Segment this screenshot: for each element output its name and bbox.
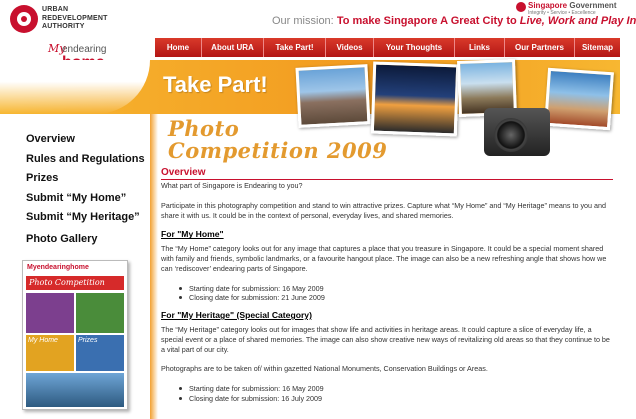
- sidebar-menu: [26, 130, 145, 249]
- gov-tagline: Integrity • Service • Excellence: [528, 10, 596, 16]
- competition-poster[interactable]: [22, 260, 128, 410]
- photo-dancers: [544, 68, 614, 130]
- photo-shophouses: [295, 64, 370, 128]
- nav-our-partners[interactable]: Our Partners: [505, 38, 575, 57]
- nav-sitemap[interactable]: Sitemap: [575, 38, 620, 57]
- competition-title-line2: Competition 2009: [168, 138, 388, 163]
- nav-about-ura[interactable]: About URA: [202, 38, 264, 57]
- heritage-note: Photographs are to be taken of/ within gazetted National Monuments, Conservation Buildings or Areas.: [161, 364, 488, 374]
- poster-tile: [76, 293, 124, 333]
- intro-text: Participate in this photography competition and stand to win attractive prizes. Capture what “My Home” and “My Heritage” means to you and share it with us. It could be in the context of personal, everyday lives, and shared memories.: [161, 200, 607, 220]
- heritage-heading: For "My Heritage" (Special Category): [161, 310, 312, 321]
- main-content: [161, 181, 613, 412]
- section-heading: Overview: [161, 167, 613, 180]
- competition-title-line1: Photo: [168, 116, 240, 141]
- camera-lens: [494, 118, 528, 152]
- sidebar-item-rules[interactable]: Rules and Regulations: [26, 152, 145, 165]
- ura-logo-icon[interactable]: [10, 5, 38, 33]
- gov-title: [528, 1, 616, 10]
- sidebar-item-overview[interactable]: Overview: [26, 133, 75, 145]
- home-heading: For "My Home": [161, 229, 224, 240]
- poster-title: Photo Competition: [26, 276, 124, 290]
- nav-links[interactable]: Links: [455, 38, 505, 57]
- heritage-close-date: Closing date for submission: 16 July 2009: [189, 394, 613, 404]
- sidebar-item-submit-home[interactable]: Submit “My Home”: [26, 191, 127, 204]
- poster-tile: [26, 293, 74, 333]
- mission-emphasis: Live, Work and Play In: [519, 15, 636, 27]
- home-dates: [189, 284, 613, 304]
- home-close-date: Closing date for submission: 21 June 2009: [189, 293, 613, 303]
- gov-title-a: Singapore: [528, 1, 568, 10]
- intro-question: What part of Singapore is Endearing to you?: [161, 181, 303, 190]
- sidebar-item-prizes[interactable]: Prizes: [26, 172, 59, 184]
- nav-take-part[interactable]: Take Part!: [264, 38, 326, 57]
- heritage-description: The “My Heritage” category looks out for images that show life and activities in heritage areas. It could capture a slice of everyday life, a special event or a place of shared memories. The image can also show creative new ways of revitalizing old areas so that they continue to be a vital part of our city.: [161, 324, 610, 354]
- nav-home[interactable]: Home: [155, 38, 202, 57]
- poster-my-home: My Home: [26, 335, 74, 371]
- nav-your-thoughts[interactable]: Your Thoughts: [374, 38, 455, 57]
- home-start-date: Starting date for submission: 16 May 2009: [189, 284, 613, 294]
- home-description: The “My Home” category looks out for any image that captures a place that you treasure in Singapore. It could be a special moment shared with family and friends, symbolic landmarks, or a favourite hangout place. The image can also be a new refreshing angle that shows how we can ‘rediscover’ endearing parts of Singapore.: [161, 244, 607, 273]
- poster-tile: [26, 373, 124, 407]
- lion-head-icon: [516, 2, 526, 12]
- sidebar-item-submit-heritage[interactable]: Submit “My Heritage”: [26, 211, 140, 223]
- main-nav: [155, 38, 620, 57]
- camera-icon: [484, 108, 550, 156]
- mission-prefix: Our mission:: [272, 15, 334, 27]
- singapore-government-logo[interactable]: [516, 1, 620, 17]
- logo-my: My: [48, 42, 66, 55]
- gov-title-b: Government: [569, 1, 617, 10]
- mission-text: To make Singapore A Great City to: [336, 15, 517, 27]
- site-header: [0, 0, 636, 38]
- nav-videos[interactable]: Videos: [326, 38, 374, 57]
- photo-night-esplanade: [371, 62, 459, 137]
- poster-prizes: Prizes: [76, 335, 124, 371]
- banner-title: Take Part!: [163, 72, 268, 97]
- logo-endearing: endearing: [62, 44, 107, 55]
- heritage-dates: [189, 384, 613, 404]
- ura-name: URBAN REDEVELOPMENT AUTHORITY: [42, 6, 108, 30]
- sidebar-item-photo-gallery[interactable]: Photo Gallery: [26, 232, 98, 245]
- sidebar-edge: [150, 114, 158, 419]
- poster-collage: [26, 293, 124, 407]
- heritage-start-date: Starting date for submission: 16 May 2009: [189, 384, 613, 394]
- poster-logo: Myendearinghome: [27, 264, 89, 271]
